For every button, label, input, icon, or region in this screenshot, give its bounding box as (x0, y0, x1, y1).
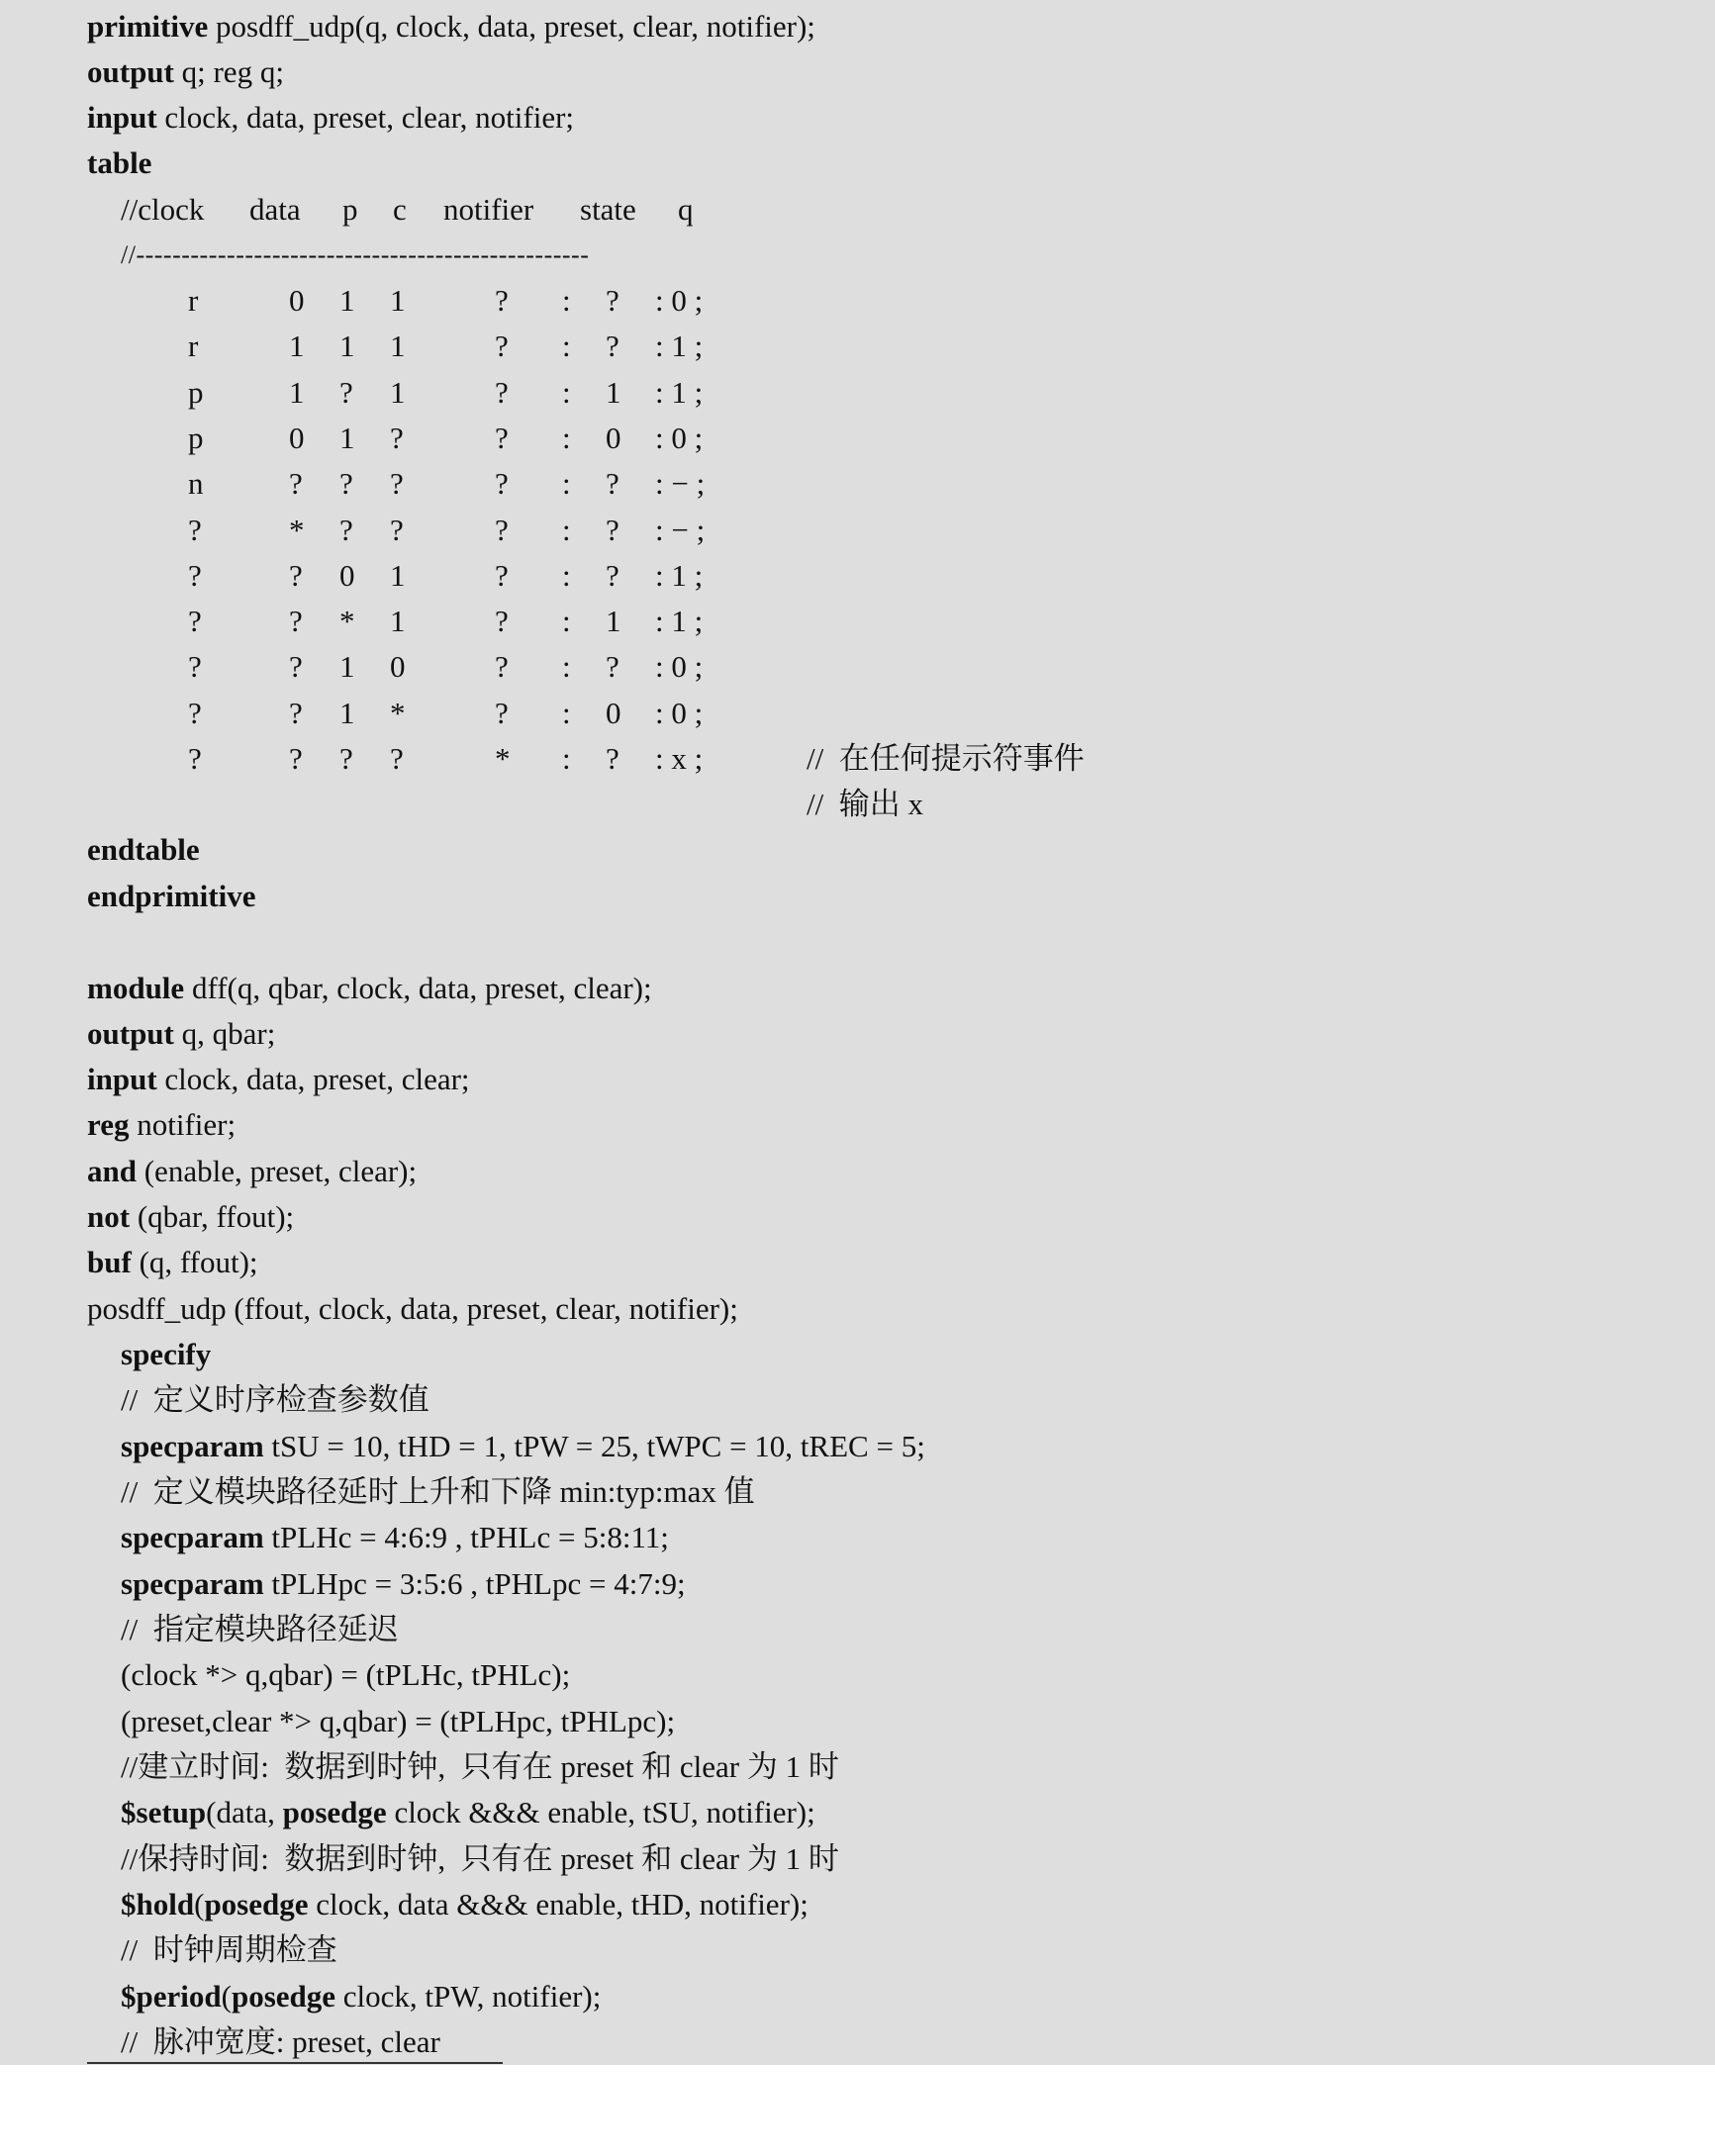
table-cell: ? (289, 557, 303, 593)
table-cell: 1 (289, 374, 305, 410)
table-cell: : 0 ; (655, 649, 704, 685)
code-line (0, 1332, 1715, 1377)
code-text: dff(q, qbar, clock, data, preset, clear); (184, 971, 652, 1005)
table-row (0, 324, 1715, 369)
keyword: specify (121, 1337, 212, 1371)
table-cell: : (562, 557, 571, 593)
table-cell: ? (289, 466, 303, 502)
table-cell: ? (289, 741, 303, 776)
table-cell: 1 (339, 328, 355, 364)
table-cell: 1 (390, 374, 406, 410)
keyword: reg (87, 1107, 130, 1142)
code-comment: //保持时间: 数据到时钟, 只有在 preset 和 clear 为 1 时 (121, 1841, 839, 1876)
code-line (0, 1286, 1715, 1332)
table-cell: ? (495, 649, 509, 685)
table-header (0, 187, 1715, 233)
table-cell: 1 (339, 649, 355, 685)
code-line (0, 1652, 1715, 1698)
code-text: q, qbar; (173, 1016, 276, 1051)
table-cell: 1 (339, 420, 355, 455)
table-cell: ? (495, 695, 509, 730)
header-notifier: notifier (443, 192, 534, 227)
code-line (0, 1149, 1715, 1194)
code-line: $setup(data, posedge clock &&& enable, tSU, notifier); (121, 1795, 815, 1829)
table-cell: ? (339, 512, 353, 547)
table-row (0, 278, 1715, 324)
table-cell: * (495, 741, 511, 776)
table-cell: n (188, 466, 204, 502)
keyword: endprimitive (87, 879, 256, 913)
table-cell: 1 (339, 283, 355, 318)
table-row (0, 553, 1715, 599)
table-cell: ? (390, 420, 404, 455)
table-cell: 1 (606, 604, 621, 639)
table-cell: ? (188, 557, 202, 593)
table-cell: 0 (339, 557, 355, 593)
table-cell: ? (289, 649, 303, 685)
table-cell: ? (339, 374, 353, 410)
header-p: p (342, 192, 358, 227)
code-text: posdff_udp (ffout, clock, data, preset, clear, notifier); (87, 1291, 738, 1326)
code-line: $hold(posedge clock, data &&& enable, tHD, notifier); (121, 1887, 809, 1922)
code-comment: // 在任何提示符事件 (807, 741, 1085, 776)
table-row (0, 599, 1715, 644)
table-cell: ? (188, 695, 202, 730)
keyword: specparam (121, 1520, 264, 1554)
table-cell: : − ; (655, 512, 706, 547)
table-cell: : (562, 741, 571, 776)
code-line (0, 1011, 1715, 1057)
code-line (0, 1102, 1715, 1148)
table-cell: ? (606, 512, 619, 547)
code-comment: // 定义模块路径延时上升和下降 min:typ:max 值 (121, 1474, 755, 1509)
code-text: (qbar, ffout); (130, 1199, 295, 1234)
code-text: tSU = 10, tHD = 1, tPW = 25, tWPC = 10, tREC = 5; (263, 1429, 925, 1463)
table-row (0, 416, 1715, 461)
code-line (0, 1561, 1715, 1607)
code-line (0, 1194, 1715, 1240)
code-line (0, 966, 1715, 1011)
header-clock: //clock (121, 192, 205, 227)
table-cell: 1 (390, 328, 406, 364)
code-line (0, 49, 1715, 95)
keyword: buf (87, 1245, 132, 1279)
table-cell: : − ; (655, 466, 706, 502)
table-cell: 0 (390, 649, 406, 685)
table-cell: : x ; (655, 741, 704, 776)
table-cell: : 1 ; (655, 328, 704, 364)
keyword: $period (121, 1979, 222, 2014)
table-cell: ? (495, 466, 509, 502)
table-cell: : (562, 328, 571, 364)
keyword: output (87, 1016, 174, 1051)
code-text: (preset,clear *> q,qbar) = (tPLHpc, tPHLpc); (121, 1704, 676, 1738)
code-line (0, 141, 1715, 186)
table-cell: : (562, 512, 571, 547)
code-line (0, 874, 1715, 919)
table-cell: : (562, 466, 571, 502)
code-comment: //建立时间: 数据到时钟, 只有在 preset 和 clear 为 1 时 (121, 1749, 839, 1784)
table-cell: ? (390, 741, 404, 776)
page-divider (87, 2062, 503, 2064)
table-cell: ? (495, 283, 509, 318)
table-cell: 1 (390, 557, 406, 593)
table-cell: 0 (289, 420, 305, 455)
table-cell: : 0 ; (655, 695, 704, 730)
code-line (0, 4, 1715, 49)
keyword: $setup (121, 1795, 207, 1829)
table-cell: ? (606, 466, 619, 502)
code-text: clock, data, preset, clear, notifier; (156, 100, 575, 135)
table-cell: ? (495, 420, 509, 455)
keyword: $hold (121, 1887, 195, 1922)
header-data: data (249, 192, 301, 227)
keyword: endtable (87, 832, 200, 867)
code-text: tPLHc = 4:6:9 , tPHLc = 5:8:11; (263, 1520, 669, 1554)
table-row (0, 461, 1715, 507)
table-cell: ? (606, 283, 619, 318)
table-cell: * (289, 512, 305, 547)
table-cell: ? (606, 557, 619, 593)
code-comment: // 指定模块路径延迟 (121, 1612, 399, 1646)
header-q: q (678, 192, 694, 227)
table-cell: : 0 ; (655, 420, 704, 455)
code-text: (q, ffout); (131, 1245, 258, 1279)
table-cell: ? (495, 512, 509, 547)
table-cell: 1 (390, 604, 406, 639)
code-line (0, 827, 1715, 873)
code-comment: // 输出 x (807, 787, 923, 821)
keyword: posedge (231, 1979, 336, 2014)
table-cell: * (390, 695, 406, 730)
header-state: state (580, 192, 636, 227)
table-cell: : (562, 420, 571, 455)
table-cell: ? (495, 557, 509, 593)
table-cell: 1 (289, 328, 305, 364)
keyword: input (87, 100, 157, 135)
code-line (0, 1057, 1715, 1102)
keyword: table (87, 145, 152, 180)
table-cell: 0 (289, 283, 305, 318)
table-cell: r (188, 283, 199, 318)
code-text: tPLHpc = 3:5:6 , tPHLpc = 4:7:9; (263, 1566, 686, 1601)
table-separator: //-------------------------------------------------- (121, 240, 590, 269)
table-cell: ? (339, 466, 353, 502)
code-line (0, 1515, 1715, 1560)
code-line (0, 1699, 1715, 1744)
code-text: (clock *> q,qbar) = (tPLHc, tPHLc); (121, 1657, 571, 1692)
code-text: (enable, preset, clear); (136, 1154, 418, 1188)
table-cell: ? (390, 512, 404, 547)
code-text: notifier; (129, 1107, 237, 1142)
code-line (0, 1424, 1715, 1469)
table-cell: ? (188, 512, 202, 547)
table-cell: ? (289, 604, 303, 639)
table-cell: : (562, 604, 571, 639)
table-row (0, 691, 1715, 736)
table-cell: * (339, 604, 355, 639)
table-cell: : (562, 649, 571, 685)
table-cell: ? (495, 374, 509, 410)
code-text: q; reg q; (173, 54, 284, 89)
code-text: posdff_udp(q, clock, data, preset, clear, notifier); (208, 9, 815, 44)
table-cell: : 1 ; (655, 604, 704, 639)
table-cell: ? (606, 649, 619, 685)
table-cell: : (562, 695, 571, 730)
table-cell: 0 (606, 695, 621, 730)
table-cell: ? (606, 741, 619, 776)
table-cell: : 0 ; (655, 283, 704, 318)
code-comment: // 脉冲宽度: preset, clear (121, 2024, 440, 2059)
keyword: posedge (282, 1795, 387, 1829)
table-cell: : 1 ; (655, 374, 704, 410)
keyword: output (87, 54, 174, 89)
table-row (0, 508, 1715, 553)
keyword: not (87, 1199, 131, 1234)
keyword: module (87, 971, 185, 1005)
table-cell: r (188, 328, 199, 364)
table-cell: : (562, 374, 571, 410)
code-comment: // 时钟周期检查 (121, 1932, 337, 1967)
table-cell: ? (188, 741, 202, 776)
code-text: clock, data, preset, clear; (156, 1062, 470, 1096)
keyword: input (87, 1062, 157, 1096)
table-cell: ? (495, 328, 509, 364)
table-cell: 0 (606, 420, 621, 455)
table-row (0, 370, 1715, 416)
table-cell: : 1 ; (655, 557, 704, 593)
keyword: specparam (121, 1429, 264, 1463)
keyword: specparam (121, 1566, 264, 1601)
table-cell: p (188, 374, 204, 410)
keyword: and (87, 1154, 137, 1188)
table-cell: ? (188, 604, 202, 639)
code-comment: // 定义时序检查参数值 (121, 1382, 429, 1417)
code-line (0, 95, 1715, 141)
keyword: posedge (204, 1887, 309, 1922)
table-cell: ? (495, 604, 509, 639)
table-cell: ? (390, 466, 404, 502)
table-cell: ? (339, 741, 353, 776)
table-cell: 1 (339, 695, 355, 730)
header-c: c (393, 192, 407, 227)
table-row (0, 644, 1715, 690)
table-cell: 1 (390, 283, 406, 318)
table-cell: p (188, 420, 204, 455)
table-cell: 1 (606, 374, 621, 410)
table-cell: : (562, 283, 571, 318)
table-cell: ? (289, 695, 303, 730)
code-line: $period(posedge clock, tPW, notifier); (121, 1979, 602, 2014)
code-line (0, 1240, 1715, 1285)
keyword: primitive (87, 9, 209, 44)
table-cell: ? (188, 649, 202, 685)
table-cell: ? (606, 328, 619, 364)
